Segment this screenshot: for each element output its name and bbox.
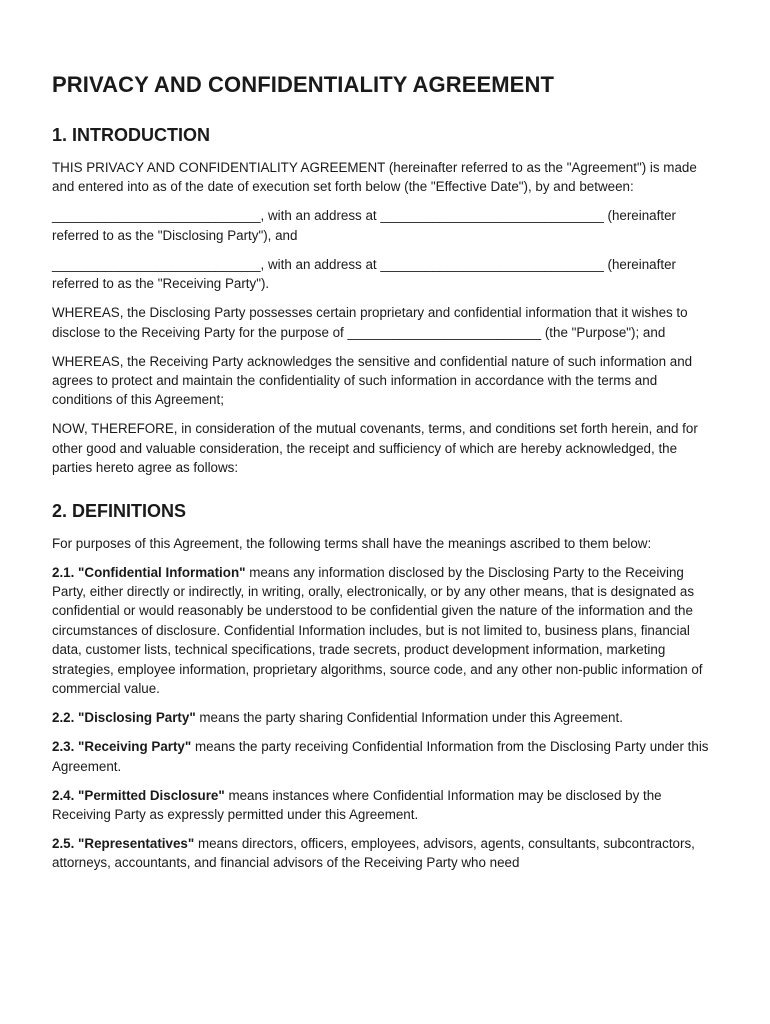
definition-text: means the party receiving Confidential Information from the Disclosing Party under this Agreement. [52, 739, 709, 774]
definition-text: means the party sharing Confidential Information under this Agreement. [195, 710, 623, 726]
definitions-intro: For purposes of this Agreement, the following terms shall have the meanings ascribed to them below: [52, 535, 652, 551]
definition-disclosing-party [52, 708, 718, 727]
definition-term: 2.5. "Representatives" [52, 835, 195, 851]
document-page [52, 70, 718, 882]
definition-representatives [52, 834, 718, 873]
definition-term: 2.2. "Disclosing Party" [52, 710, 196, 726]
definition-text: means any information disclosed by the Disclosing Party to the Receiving Party, either directly or indirectly, in writing, orally, electronically, or by any other means, that is designated as confidential or would reasonably be understood to be confidential given the nature of the information and the circumstances of disclosure. Confidential Information includes, but is not limited to, business plans, financial data, customer lists, technical specifications, trade secrets, product development information, marketing strategies, employee information, proprietary algorithms, source code, and any other non-public information of commercial value. [52, 564, 703, 697]
definition-receiving-party [52, 737, 718, 776]
definition-term: 2.1. "Confidential Information" [52, 564, 246, 580]
definition-text: means instances where Confidential Information may be disclosed by the Receiving Party as expressly permitted under this Agreement. [52, 787, 662, 822]
definition-confidential-information [52, 563, 718, 699]
now-therefore-paragraph: NOW, THEREFORE, in consideration of the mutual covenants, terms, and conditions set forth herein, and for other good and valuable consideration, the receipt and sufficiency of which are hereby acknowledged, the parties hereto agree as follows: [52, 421, 698, 476]
disclosing-party-line: ____________________________, with an address at ______________________________ (hereinafter referred to as the "Disclosing Party"), and [52, 208, 676, 243]
section-heading-introduction: 1. INTRODUCTION [52, 125, 211, 145]
definition-term: 2.3. "Receiving Party" [52, 739, 192, 755]
intro-paragraph-1: THIS PRIVACY AND CONFIDENTIALITY AGREEMENT (hereinafter referred to as the "Agreement") is made and entered into as of the date of execution set forth below (the "Effective Date"), by and between: [52, 160, 697, 195]
whereas-paragraph-1: WHEREAS, the Disclosing Party possesses certain proprietary and confidential information that it wishes to disclose to the Receiving Party for the purpose of __________________________ (the "Purpose"); and [52, 305, 688, 340]
definition-text: means directors, officers, employees, advisors, agents, consultants, subcontractors, attorneys, accountants, and financial advisors of the Receiving Party who need [52, 835, 695, 871]
definition-permitted-disclosure [52, 786, 718, 825]
section-heading-definitions: 2. DEFINITIONS [52, 500, 187, 521]
definition-term: 2.4. "Permitted Disclosure" [52, 787, 225, 803]
whereas-paragraph-2: WHEREAS, the Receiving Party acknowledges the sensitive and confidential nature of such information and agrees to protect and maintain the confidentiality of such information in accordance with the terms and conditions of this Agreement; [52, 353, 693, 408]
receiving-party-line: ____________________________, with an address at ______________________________ (hereinafter referred to as the "Receiving Party"). [52, 256, 676, 292]
document-title: PRIVACY AND CONFIDENTIALITY AGREEMENT [52, 72, 554, 97]
